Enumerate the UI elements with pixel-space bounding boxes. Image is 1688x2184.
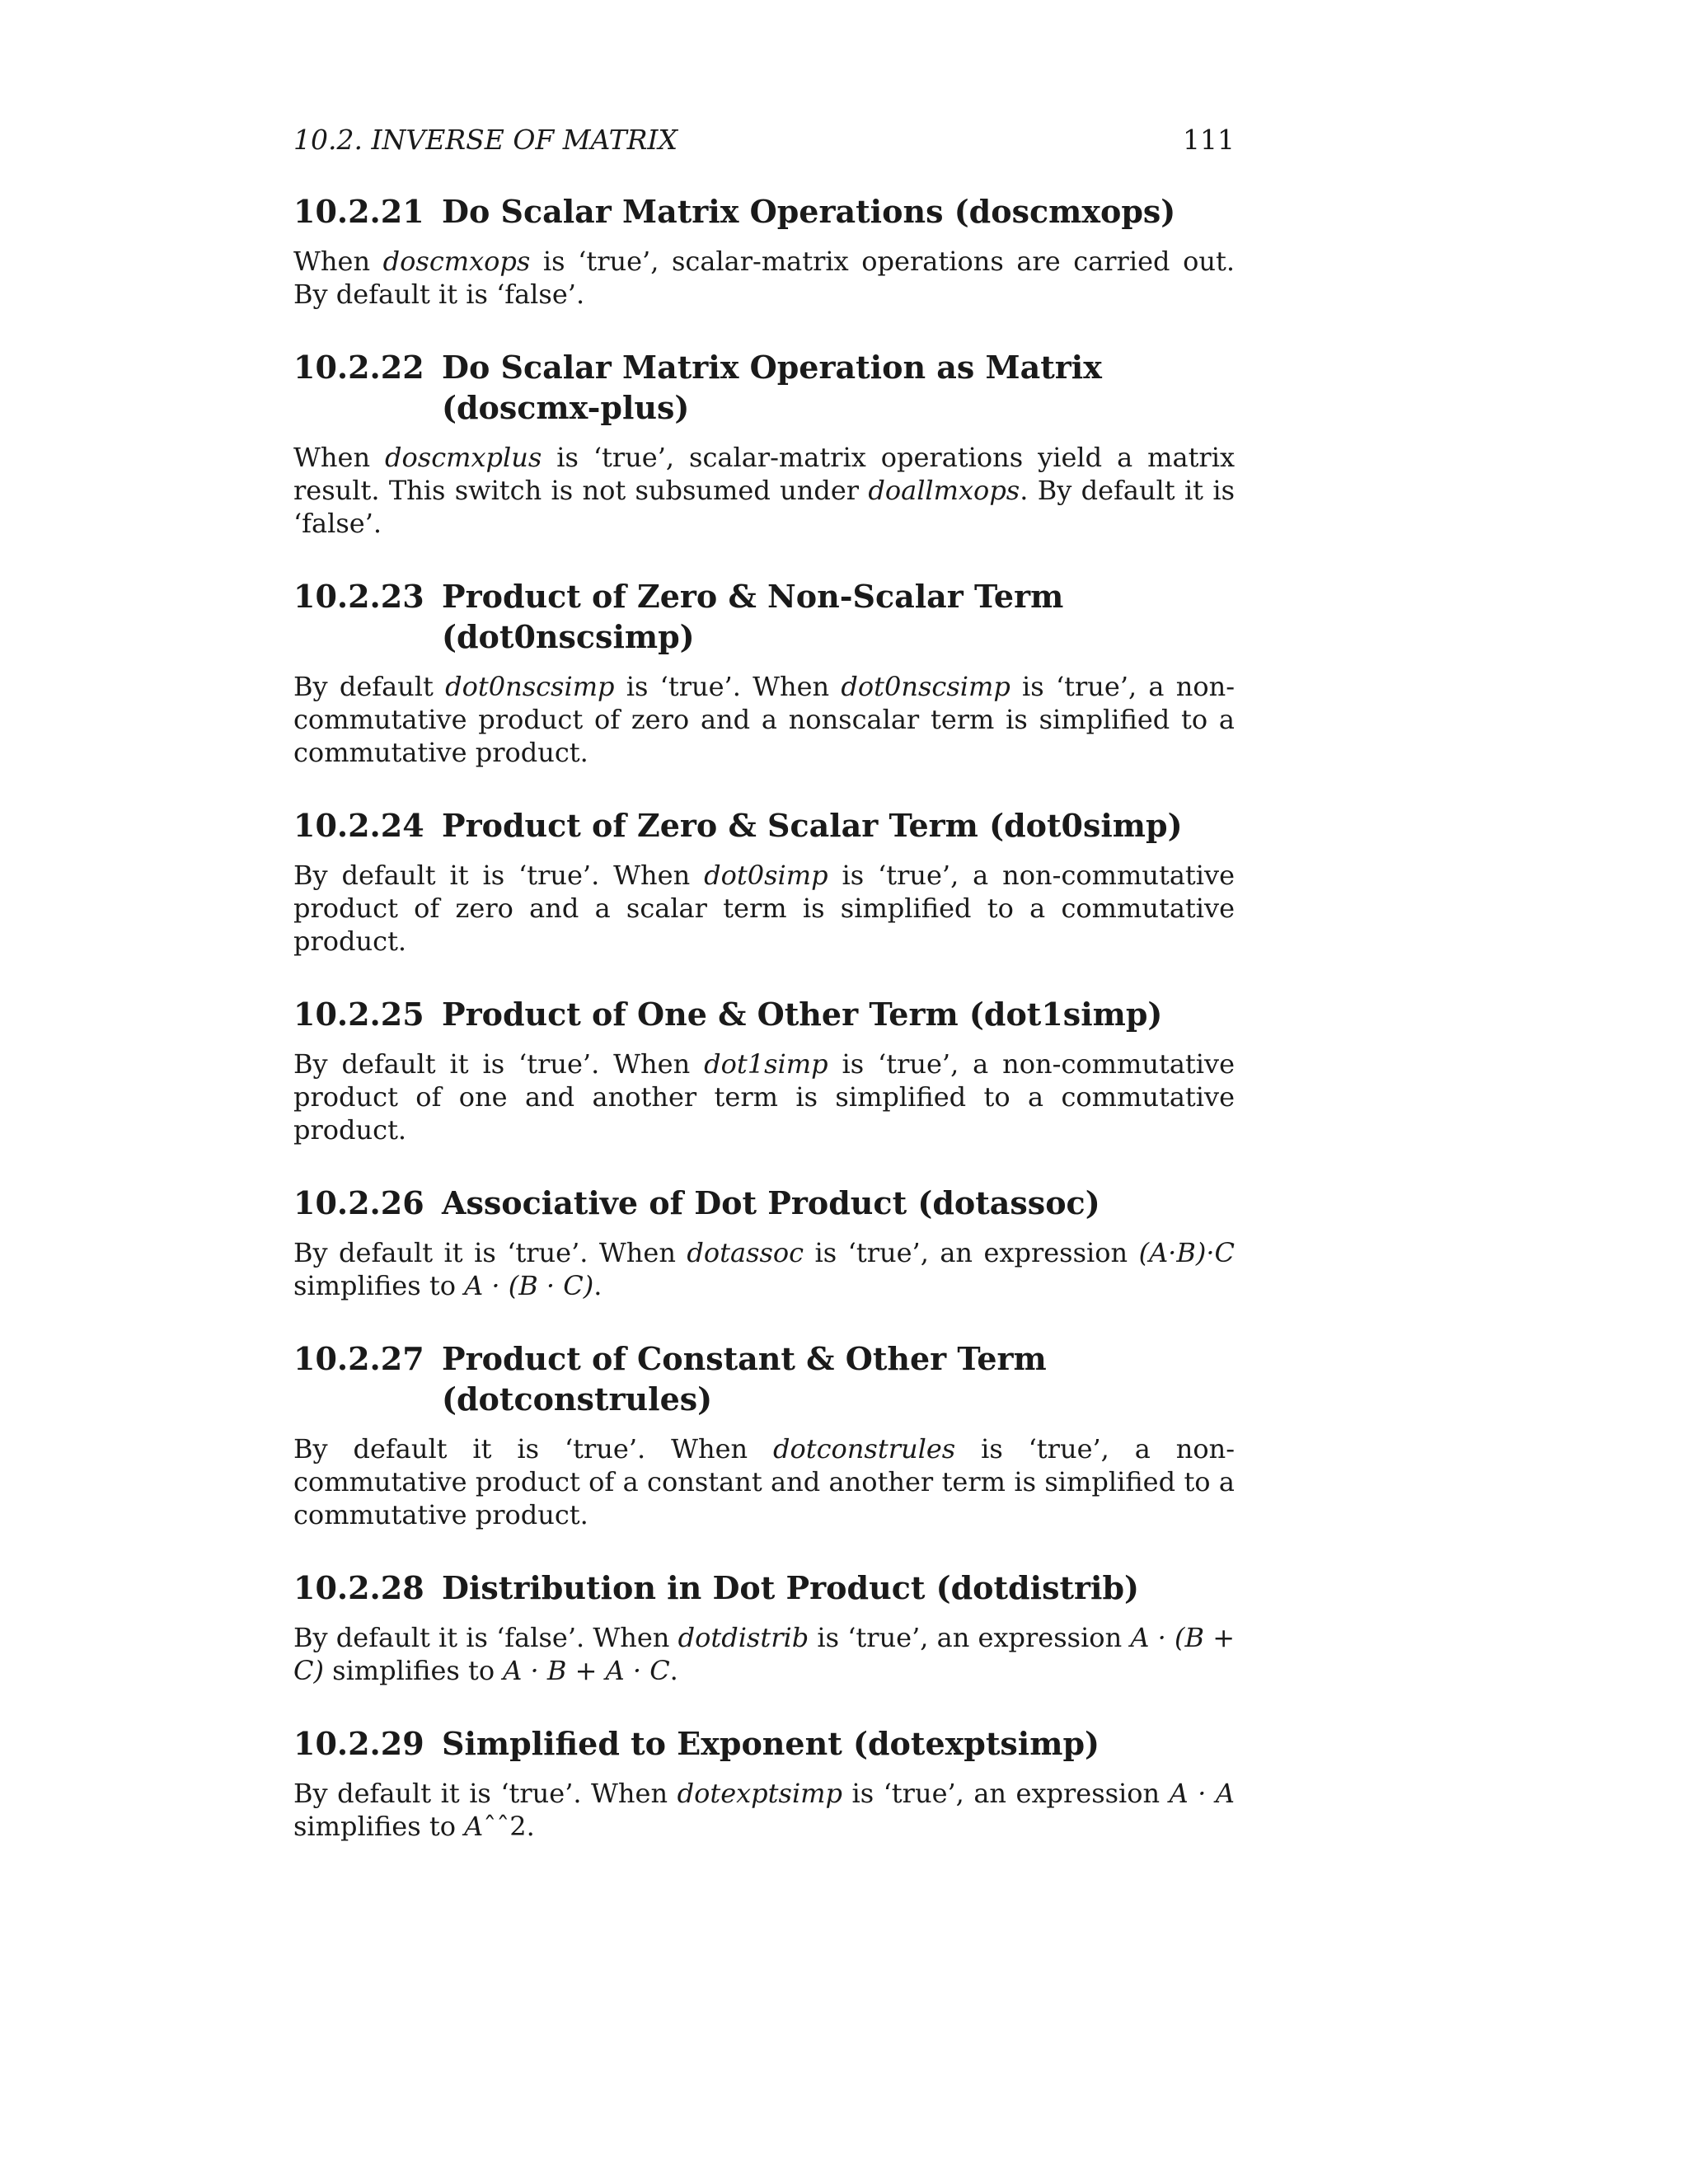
section-body: By default it is ‘true’. When dot1simp is ‘true’, a non-commutative product of one and another term is simplified to a commutative product. — [293, 1048, 1236, 1146]
page-content — [293, 191, 1235, 1879]
section-heading — [293, 1723, 1235, 1764]
inline-term: A · A — [1169, 1778, 1236, 1809]
section-heading — [293, 1338, 1235, 1419]
inline-term: dotexptsimp — [677, 1778, 842, 1809]
section — [293, 347, 1235, 540]
running-header — [293, 124, 1235, 156]
section — [293, 1183, 1235, 1302]
section-title: Do Scalar Matrix Operations (doscmxops) — [442, 193, 1176, 230]
section-heading — [293, 191, 1235, 232]
section-number: 10.2.29 — [293, 1725, 424, 1762]
section-body: When doscmxplus is ‘true’, scalar-matrix operations yield a matrix result. This switch is not subsumed under doallmxops. By default it is ‘false’. — [293, 442, 1236, 539]
inline-term: A · B + A · C — [503, 1655, 670, 1686]
section — [293, 1568, 1235, 1687]
section-number: 10.2.25 — [293, 996, 424, 1033]
inline-term: doscmxplus — [385, 442, 542, 473]
section-title: Product of One & Other Term (dot1simp) — [442, 996, 1163, 1033]
section-number: 10.2.21 — [293, 193, 424, 230]
section-number: 10.2.23 — [293, 578, 424, 615]
section-title: Product of Constant & Other Term (dotconstrules) — [442, 1340, 1047, 1418]
inline-term: dot1simp — [704, 1048, 828, 1080]
section-heading — [293, 347, 1235, 428]
inline-term: dotassoc — [687, 1237, 804, 1268]
section-number: 10.2.22 — [293, 349, 424, 386]
section — [293, 1338, 1235, 1531]
inline-term: doscmxops — [382, 246, 531, 277]
section-title: Product of Zero & Non-Scalar Term (dot0nscsimp) — [442, 578, 1064, 655]
inline-term: A · (B · C) — [464, 1270, 594, 1301]
inline-term: (A·B)·C — [1138, 1237, 1235, 1268]
section-heading — [293, 1568, 1235, 1608]
section-number: 10.2.24 — [293, 807, 424, 844]
inline-term: dot0nscsimp — [841, 671, 1010, 702]
section — [293, 1723, 1235, 1843]
section-number: 10.2.26 — [293, 1184, 424, 1221]
section-heading — [293, 805, 1235, 846]
section-body: By default dot0nscsimp is ‘true’. When dot0nscsimp is ‘true’, a non-commutative product of zero and a nonscalar term is simplified to a commutative product. — [293, 671, 1236, 768]
inline-term: A — [464, 1811, 484, 1842]
inline-term: dot0simp — [704, 860, 828, 891]
section-number: 10.2.27 — [293, 1340, 424, 1377]
section-heading — [293, 576, 1235, 657]
section-title: Associative of Dot Product (dotassoc) — [442, 1184, 1100, 1221]
section-title: Distribution in Dot Product (dotdistrib) — [442, 1569, 1140, 1606]
inline-term: dotconstrules — [773, 1433, 956, 1465]
section-title: Do Scalar Matrix Operation as Matrix (doscmx-plus) — [442, 349, 1102, 426]
inline-term: A · (B + C) — [293, 1622, 1236, 1686]
inline-term: dot0nscsimp — [445, 671, 615, 702]
section-list — [293, 191, 1235, 1843]
inline-term: dotdistrib — [678, 1622, 809, 1653]
chapter-title: 10.2. INVERSE OF MATRIX — [293, 124, 678, 156]
page-number: 111 — [1183, 124, 1235, 156]
section-body: By default it is ‘true’. When dot0simp is ‘true’, a non-commutative product of zero and a scalar term is simplified to a commutative product. — [293, 860, 1236, 957]
section-heading — [293, 994, 1235, 1034]
section-body: By default it is ‘false’. When dotdistrib is ‘true’, an expression A · (B + C) simplifies to A · B + A · C. — [293, 1622, 1236, 1686]
section-body: By default it is ‘true’. When dotexptsimp is ‘true’, an expression A · A simplifies to Aˆˆ2. — [293, 1778, 1236, 1842]
section-body: By default it is ‘true’. When dotconstrules is ‘true’, a non-commutative product of a constant and another term is simplified to a commutative product. — [293, 1433, 1235, 1530]
section-title: Product of Zero & Scalar Term (dot0simp) — [442, 807, 1183, 844]
section-number: 10.2.28 — [293, 1569, 424, 1606]
section-body: When doscmxops is ‘true’, scalar-matrix operations are carried out. By default it is ‘false’. — [293, 246, 1236, 310]
section-title: Simplified to Exponent (dotexptsimp) — [442, 1725, 1100, 1762]
section — [293, 994, 1235, 1146]
section — [293, 805, 1235, 958]
section — [293, 191, 1235, 311]
section-heading — [293, 1183, 1235, 1223]
section-body: By default it is ‘true’. When dotassoc is ‘true’, an expression (A·B)·C simplifies to A · (B · C). — [293, 1237, 1235, 1301]
section — [293, 576, 1235, 769]
inline-term: doallmxops — [868, 475, 1020, 506]
